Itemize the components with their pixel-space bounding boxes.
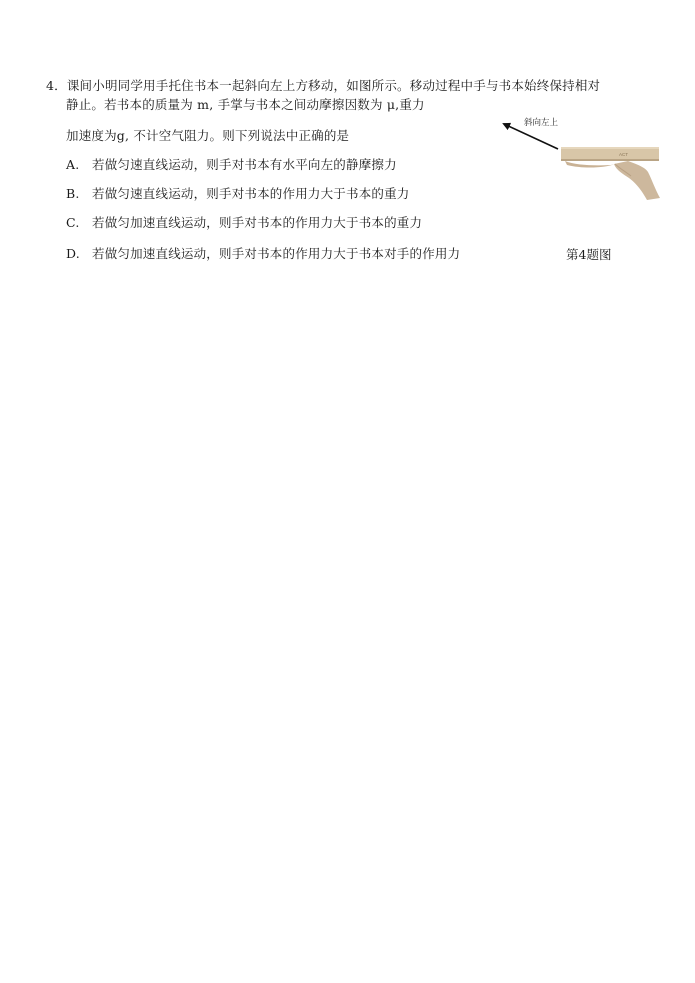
- option-d-letter: D.: [66, 246, 80, 261]
- question-stem-line-1: 4．课间小明同学用手托住书本一起斜向左上方移动，如图所示。移动过程中手与书本始终保持相对: [46, 78, 601, 93]
- hand-shape: [614, 161, 660, 200]
- book-cover-text: ACT: [619, 152, 628, 157]
- option-c-text: 若做匀加速直线运动，则手对书本的作用力大于书本的重力: [92, 215, 423, 230]
- arrow-label: 斜向左上: [524, 117, 559, 127]
- hand-holding-book-figure: [495, 112, 665, 204]
- question-stem-line-3: 加速度为g, 不计空气阻力。则下列说法中正确的是: [66, 128, 350, 143]
- option-c: [66, 215, 422, 231]
- question-stem-line-2: 静止。若书本的质量为 m, 手掌与书本之间动摩擦因数为 μ,重力: [66, 97, 425, 112]
- option-b-letter: B.: [66, 186, 80, 201]
- question-number: 4: [46, 78, 55, 93]
- option-a-text: 若做匀速直线运动，则手对书本有水平向左的静摩擦力: [92, 157, 397, 172]
- option-a: [66, 157, 397, 173]
- option-b: [66, 186, 410, 202]
- figure-caption: 第4题图: [566, 247, 612, 262]
- book-shape: [561, 147, 659, 161]
- question-text-line-1: 课间小明同学用手托住书本一起斜向左上方移动，如图所示。移动过程中手与书本始终保持相对: [66, 78, 601, 93]
- option-b-text: 若做匀速直线运动，则手对书本的作用力大于书本的重力: [92, 186, 410, 201]
- option-c-letter: C.: [66, 215, 80, 230]
- option-d-text: 若做匀加速直线运动，则手对书本的作用力大于书本对手的作用力: [92, 246, 461, 261]
- option-a-letter: A.: [66, 157, 80, 172]
- motion-direction-arrow: [504, 124, 558, 149]
- option-d: [66, 246, 460, 262]
